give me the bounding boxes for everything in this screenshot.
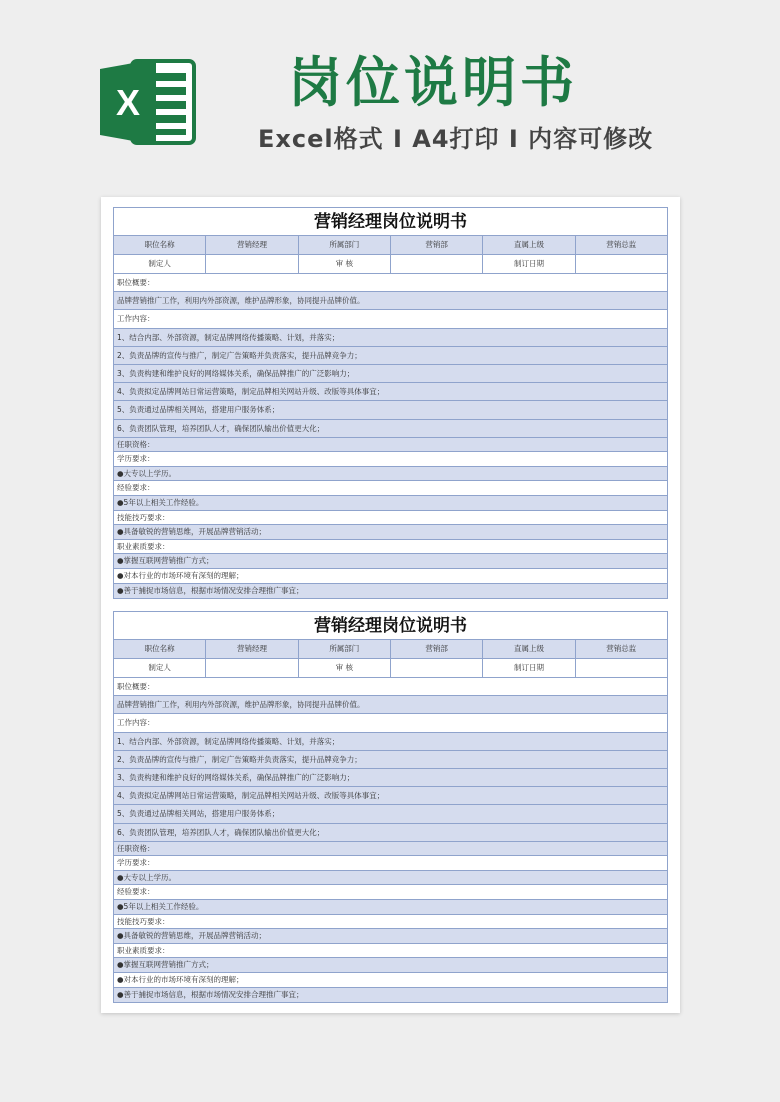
info-cell: 营销总监: [606, 240, 637, 249]
page-title: 岗位说明书: [288, 51, 578, 114]
info-cell: 审 核: [299, 659, 391, 677]
info-cell: 职位名称: [114, 236, 206, 254]
table-row: 5、负责通过品牌相关网站，搭建用户服务体系；: [114, 401, 667, 419]
table-row: ●5年以上相关工作经验。: [114, 900, 667, 915]
table-row: ●大专以上学历。: [114, 871, 667, 886]
table-row: 技能技巧要求：: [114, 511, 667, 526]
info-cell: 营销部: [391, 640, 483, 658]
document-title: 营销经理岗位说明书: [114, 208, 667, 236]
table-row: ●大专以上学历。: [114, 467, 667, 482]
info-row: [114, 659, 667, 678]
table-row: 学历要求：: [114, 452, 667, 467]
table-row: ●具备敏锐的营销思维，开展品牌营销活动；: [114, 525, 667, 540]
table-row: 学历要求：: [114, 856, 667, 871]
page-subtitle: Excel格式 I A4打印 I 内容可修改: [258, 125, 654, 153]
document-title: 营销经理岗位说明书: [114, 612, 667, 640]
table-row: 任职资格：: [114, 842, 667, 857]
table-row: ●掌握互联网营销推广方式；: [114, 958, 667, 973]
info-cell: 制定人: [114, 659, 206, 677]
table-row: ●对本行业的市场环境有深刻的理解；: [114, 973, 667, 988]
table-row: 4、负责拟定品牌网站日常运营策略，制定品牌相关网站升级、改版等具体事宜；: [114, 787, 667, 805]
table-row: ●善于捕捉市场信息，根据市场情况安排合理推广事宜；: [114, 988, 667, 1003]
info-row: [114, 255, 667, 274]
excel-logo-icon: [98, 55, 198, 149]
info-cell: [206, 255, 298, 273]
table-row: ●5年以上相关工作经验。: [114, 496, 667, 511]
table-row: ●掌握互联网营销推广方式；: [114, 554, 667, 569]
table-row: ●具备敏锐的营销思维，开展品牌营销活动；: [114, 929, 667, 944]
info-cell: 审 核: [299, 255, 391, 273]
info-cell: [576, 255, 667, 273]
table-row: 经验要求：: [114, 885, 667, 900]
promo-header: [0, 0, 780, 190]
info-cell: [391, 659, 483, 677]
info-cell: 制订日期: [483, 255, 575, 273]
job-description-table: [113, 611, 668, 1003]
job-description-table: [113, 207, 668, 599]
info-cell: [391, 255, 483, 273]
table-row: 2、负责品牌的宣传与推广，制定广告策略并负责落实，提升品牌竞争力；: [114, 347, 667, 365]
table-row: 3、负责构建和维护良好的网络媒体关系，确保品牌推广的广泛影响力；: [114, 769, 667, 787]
table-row: 品牌营销推广工作，利用内外部资源，维护品牌形象，协同提升品牌价值。: [114, 292, 667, 310]
info-cell: 直属上级: [483, 236, 575, 254]
table-row: 5、负责通过品牌相关网站，搭建用户服务体系；: [114, 805, 667, 823]
table-row: 1、结合内部、外部资源，制定品牌网络传播策略、计划，并落实；: [114, 733, 667, 751]
info-cell: [206, 659, 298, 677]
info-row: [114, 236, 667, 255]
table-row: ●对本行业的市场环境有深刻的理解；: [114, 569, 667, 584]
info-cell: 所属部门: [299, 640, 391, 658]
table-row: 工作内容：: [114, 310, 667, 328]
table-row: ●善于捕捉市场信息，根据市场情况安排合理推广事宜；: [114, 584, 667, 599]
table-row: 工作内容：: [114, 714, 667, 732]
info-cell: 直属上级: [483, 640, 575, 658]
table-row: 品牌营销推广工作，利用内外部资源，维护品牌形象，协同提升品牌价值。: [114, 696, 667, 714]
table-row: 职业素质要求：: [114, 540, 667, 555]
table-row: 技能技巧要求：: [114, 915, 667, 930]
info-cell: 营销经理: [206, 640, 298, 658]
info-cell: 营销总监: [606, 644, 637, 653]
table-row: 经验要求：: [114, 481, 667, 496]
info-cell: [576, 659, 667, 677]
info-cell: 所属部门: [299, 236, 391, 254]
svg-text:X: X: [115, 82, 141, 123]
table-row: 6、负责团队管理，培养团队人才，确保团队输出价值更大化；: [114, 824, 667, 842]
table-row: 1、结合内部、外部资源，制定品牌网络传播策略、计划，并落实；: [114, 329, 667, 347]
table-row: 4、负责拟定品牌网站日常运营策略，制定品牌相关网站升级、改版等具体事宜；: [114, 383, 667, 401]
info-cell: 营销部: [391, 236, 483, 254]
table-row: 职业素质要求：: [114, 944, 667, 959]
table-row: 任职资格：: [114, 438, 667, 453]
info-cell: 制订日期: [483, 659, 575, 677]
table-row: 3、负责构建和维护良好的网络媒体关系，确保品牌推广的广泛影响力；: [114, 365, 667, 383]
info-row: [114, 640, 667, 659]
info-cell: 营销经理: [206, 236, 298, 254]
table-row: 职位概要：: [114, 274, 667, 292]
info-cell: 职位名称: [114, 640, 206, 658]
table-row: 6、负责团队管理，培养团队人才，确保团队输出价值更大化；: [114, 420, 667, 438]
a4-sheet-preview: [101, 197, 680, 1013]
info-cell: 制定人: [114, 255, 206, 273]
table-row: 职位概要：: [114, 678, 667, 696]
table-row: 2、负责品牌的宣传与推广，制定广告策略并负责落实，提升品牌竞争力；: [114, 751, 667, 769]
